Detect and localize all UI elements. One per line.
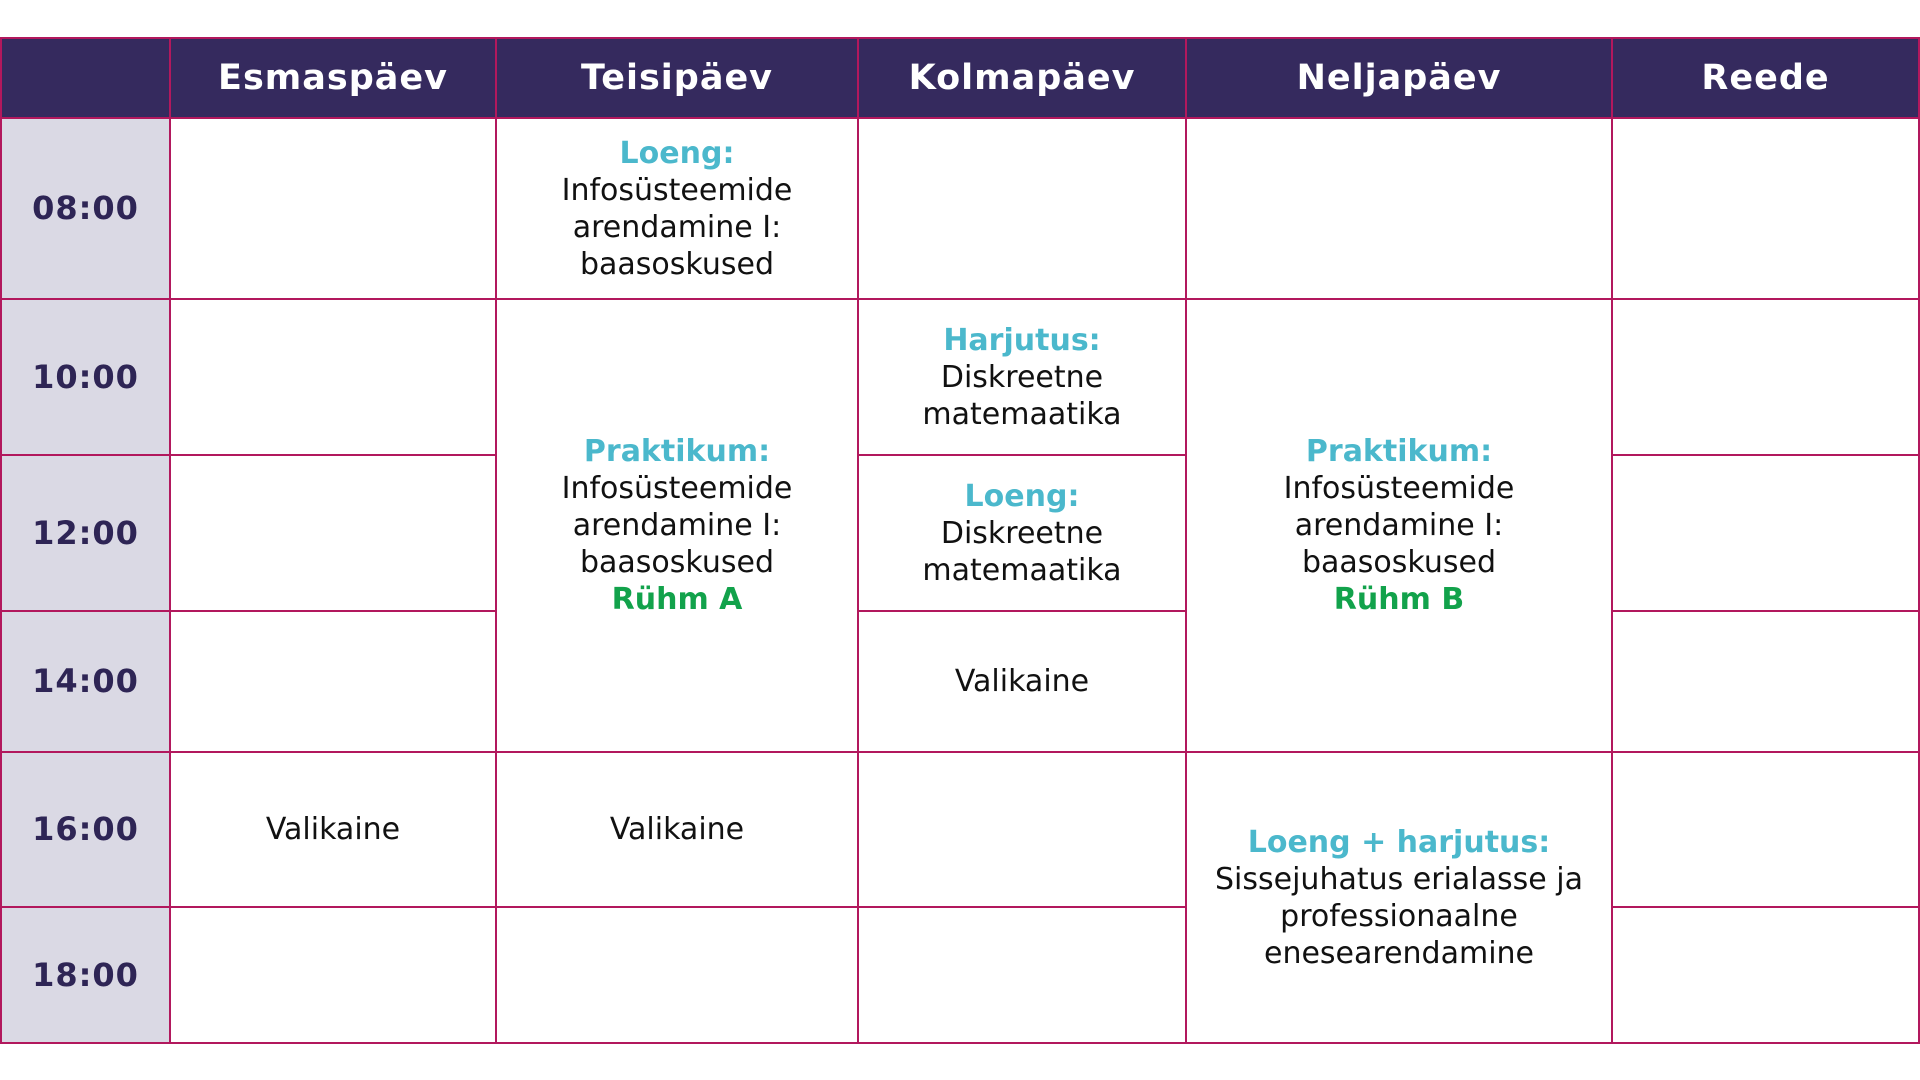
slot-fri-1000 — [1612, 299, 1919, 455]
slot-mon-1400 — [170, 611, 496, 752]
time-label: 14:00 — [1, 611, 170, 752]
timetable — [0, 37, 1920, 1044]
event-course-line: baasoskused — [579, 545, 775, 580]
slot-mon-1000 — [170, 299, 496, 455]
event-course-line: arendamine I: — [1294, 508, 1504, 543]
slot-wed-0800 — [858, 118, 1186, 299]
time-label: 12:00 — [1, 455, 170, 611]
event-course-line: Infosüsteemide — [561, 172, 793, 208]
event-type: Loeng: — [964, 478, 1080, 514]
slot-mon-0800 — [170, 118, 496, 299]
event-course-line: Diskreetne — [940, 359, 1104, 395]
event-course-line: Infosüsteemide — [561, 471, 793, 506]
event-course-line: enesearendamine — [1264, 935, 1534, 971]
event-course-line: Infosüsteemide — [1283, 471, 1515, 506]
event-thu-1600 — [1186, 752, 1612, 1043]
event-type: Loeng + harjutus: — [1247, 824, 1551, 860]
event-type: Praktikum: — [1305, 434, 1493, 469]
slot-wed-1600 — [858, 752, 1186, 907]
day-header-friday: Reede — [1612, 38, 1919, 118]
day-header-thursday: Neljapäev — [1186, 38, 1612, 118]
day-header-monday: Esmaspäev — [170, 38, 496, 118]
row-1400 — [1, 611, 1919, 752]
row-1600 — [1, 752, 1919, 907]
event-text: Valikaine — [954, 664, 1090, 699]
header-corner — [1, 38, 170, 118]
event-text: Valikaine — [265, 812, 401, 847]
slot-fri-1200 — [1612, 455, 1919, 611]
event-course-line: arendamine I: — [572, 209, 782, 245]
row-0800 — [1, 118, 1919, 299]
event-wed-1200 — [858, 455, 1186, 611]
event-group: Rühm A — [611, 582, 743, 617]
slot-thu-0800 — [1186, 118, 1612, 299]
event-tue-1600 — [496, 752, 858, 907]
event-type: Loeng: — [619, 135, 735, 171]
row-1800 — [1, 907, 1919, 1043]
event-course-line: baasoskused — [1301, 545, 1497, 580]
header-row — [1, 38, 1919, 118]
slot-mon-1800 — [170, 907, 496, 1043]
event-course-line: Sissejuhatus erialasse ja — [1215, 861, 1583, 897]
event-thu-practice — [1186, 299, 1612, 752]
time-label: 18:00 — [1, 907, 170, 1043]
event-course-line: professionaalne — [1280, 898, 1518, 934]
event-wed-1400 — [858, 611, 1186, 752]
event-course-line: Diskreetne — [940, 515, 1104, 551]
event-course-line: arendamine I: — [572, 508, 782, 543]
time-label: 08:00 — [1, 118, 170, 299]
event-group: Rühm B — [1333, 582, 1465, 617]
slot-tue-1800 — [496, 907, 858, 1043]
event-course-line: matemaatika — [922, 396, 1122, 432]
day-header-wednesday: Kolmapäev — [858, 38, 1186, 118]
day-header-tuesday: Teisipäev — [496, 38, 858, 118]
time-label: 16:00 — [1, 752, 170, 907]
slot-fri-1400 — [1612, 611, 1919, 752]
event-course-line: baasoskused — [579, 246, 775, 282]
row-1000 — [1, 299, 1919, 455]
event-mon-1600 — [170, 752, 496, 907]
event-tue-practice — [496, 299, 858, 752]
event-text: Valikaine — [609, 812, 745, 847]
row-1200 — [1, 455, 1919, 611]
slot-wed-1800 — [858, 907, 1186, 1043]
event-tue-0800 — [496, 118, 858, 299]
slot-fri-0800 — [1612, 118, 1919, 299]
event-type: Praktikum: — [583, 434, 771, 469]
time-label: 10:00 — [1, 299, 170, 455]
slot-fri-1600 — [1612, 752, 1919, 907]
slot-fri-1800 — [1612, 907, 1919, 1043]
event-wed-1000 — [858, 299, 1186, 455]
event-course-line: matemaatika — [922, 552, 1122, 588]
event-type: Harjutus: — [943, 322, 1101, 358]
slot-mon-1200 — [170, 455, 496, 611]
